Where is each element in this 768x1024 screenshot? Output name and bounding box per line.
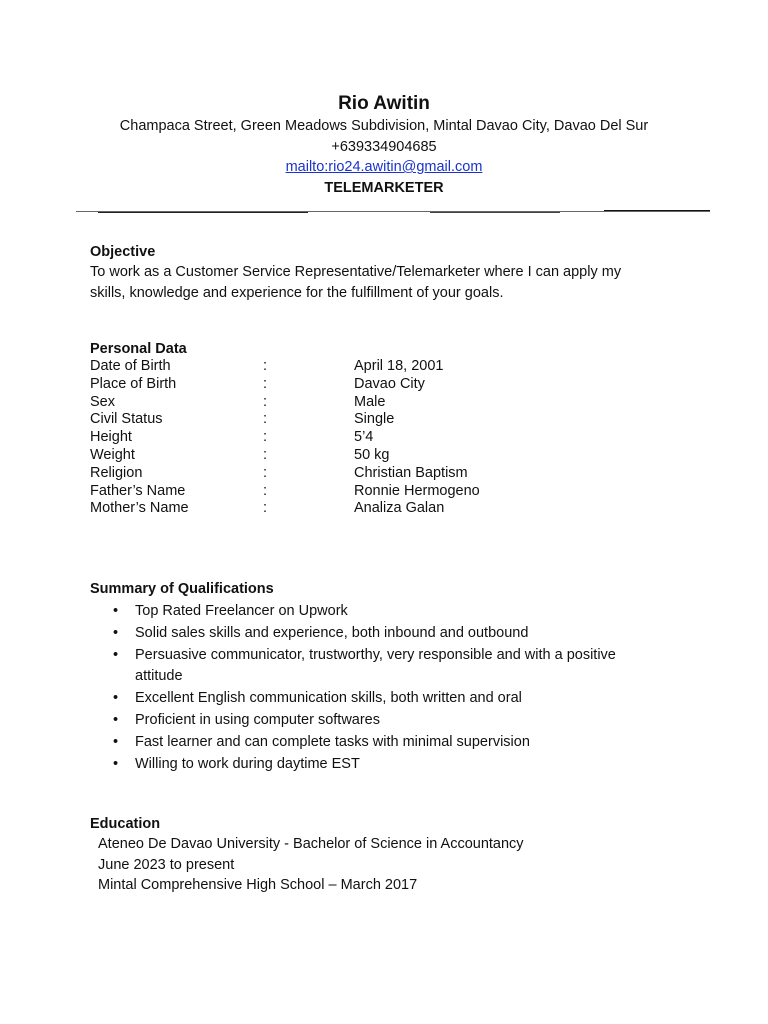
personal-data-value: 5’4 — [354, 429, 374, 446]
personal-data-separator: : — [263, 411, 268, 428]
header-divider-segment — [430, 212, 560, 213]
personal-data-separator: : — [263, 464, 268, 481]
personal-data-label: Date of Birth — [90, 358, 171, 374]
personal-data-row — [90, 376, 690, 394]
personal-data-row — [90, 429, 690, 447]
qualifications-title: Summary of Qualifications — [90, 581, 274, 597]
bullet-icon: • — [113, 733, 119, 750]
personal-data-separator: : — [263, 446, 268, 463]
job-title: TELEMARKETER — [324, 179, 444, 196]
qualification-text: Solid sales skills and experience, both inbound and outbound — [135, 624, 529, 641]
qualifications-section — [90, 579, 690, 775]
phone-number: +639334904685 — [331, 138, 437, 155]
personal-data-value: Davao City — [354, 375, 425, 392]
bullet-icon: • — [113, 646, 119, 663]
qualification-item — [113, 710, 655, 732]
qualification-text: Persuasive communicator, trustworthy, very responsible and with a positive attitude — [135, 646, 616, 685]
personal-data-row — [90, 358, 690, 376]
header-divider-segment — [98, 212, 308, 213]
qualification-text: Willing to work during daytime EST — [135, 755, 360, 772]
qualification-item — [113, 732, 655, 754]
personal-data-separator: : — [263, 358, 268, 374]
bullet-icon: • — [113, 624, 119, 641]
qualification-text: Proficient in using computer softwares — [135, 711, 380, 728]
objective-section — [90, 242, 690, 304]
personal-data-value: Male — [354, 393, 386, 410]
personal-data-separator: : — [263, 500, 268, 517]
personal-data-label: Father’s Name — [90, 482, 186, 499]
personal-data-list — [90, 358, 690, 518]
bullet-icon: • — [113, 711, 119, 728]
personal-data-section — [90, 340, 690, 518]
qualification-item — [113, 623, 655, 645]
header-divider-segment — [604, 210, 710, 211]
bullet-icon: • — [113, 690, 119, 707]
personal-data-value: Single — [354, 411, 395, 428]
objective-title: Objective — [90, 244, 156, 260]
personal-data-row — [90, 394, 690, 412]
personal-data-label: Religion — [90, 464, 143, 481]
personal-data-separator: : — [263, 393, 268, 410]
personal-data-label: Weight — [90, 446, 135, 463]
education-entry: Ateneo De Davao University - Bachelor of Science in Accountancy — [98, 836, 524, 852]
personal-data-separator: : — [263, 482, 268, 499]
qualification-text: Top Rated Freelancer on Upwork — [135, 603, 348, 619]
personal-data-value: Christian Baptism — [354, 464, 468, 481]
education-entry: June 2023 to present — [98, 856, 235, 873]
qualifications-list — [90, 601, 690, 775]
education-section — [90, 814, 690, 896]
education-title: Education — [90, 816, 161, 832]
personal-data-row — [90, 411, 690, 429]
personal-data-separator: : — [263, 375, 268, 392]
objective-text-line: To work as a Customer Service Representative/Telemarketer where I can apply my — [90, 264, 622, 280]
personal-data-label: Height — [90, 429, 132, 446]
email-link[interactable]: mailto:rio24.awitin@gmail.com — [285, 159, 483, 175]
personal-data-value: April 18, 2001 — [354, 358, 444, 374]
resume-header — [0, 92, 768, 198]
personal-data-title: Personal Data — [90, 341, 187, 357]
personal-data-label: Mother’s Name — [90, 500, 189, 517]
personal-data-label: Place of Birth — [90, 375, 177, 392]
personal-data-row — [90, 483, 690, 501]
qualification-item — [113, 754, 655, 776]
bullet-icon: • — [113, 603, 119, 619]
personal-data-label: Sex — [90, 393, 115, 410]
personal-data-row — [90, 500, 690, 518]
qualification-text: Excellent English communication skills, both written and oral — [135, 690, 522, 707]
personal-data-separator: : — [263, 429, 268, 446]
personal-data-row — [90, 465, 690, 483]
bullet-icon: • — [113, 755, 119, 772]
qualification-text: Fast learner and can complete tasks with minimal supervision — [135, 733, 530, 750]
candidate-name: Rio Awitin — [338, 93, 430, 114]
personal-data-label: Civil Status — [90, 411, 163, 428]
personal-data-value: Analiza Galan — [354, 500, 445, 517]
personal-data-value: 50 kg — [354, 446, 390, 463]
address: Champaca Street, Green Meadows Subdivision, Mintal Davao City, Davao Del Sur — [119, 118, 649, 134]
qualification-item — [113, 645, 655, 689]
education-entry: Mintal Comprehensive High School – March 2017 — [98, 877, 418, 893]
objective-text-line: skills, knowledge and experience for the fulfillment of your goals. — [90, 285, 504, 301]
personal-data-value: Ronnie Hermogeno — [354, 482, 480, 499]
qualification-item — [113, 688, 655, 710]
personal-data-row — [90, 447, 690, 465]
qualification-item — [113, 601, 655, 623]
education-list — [90, 834, 690, 896]
